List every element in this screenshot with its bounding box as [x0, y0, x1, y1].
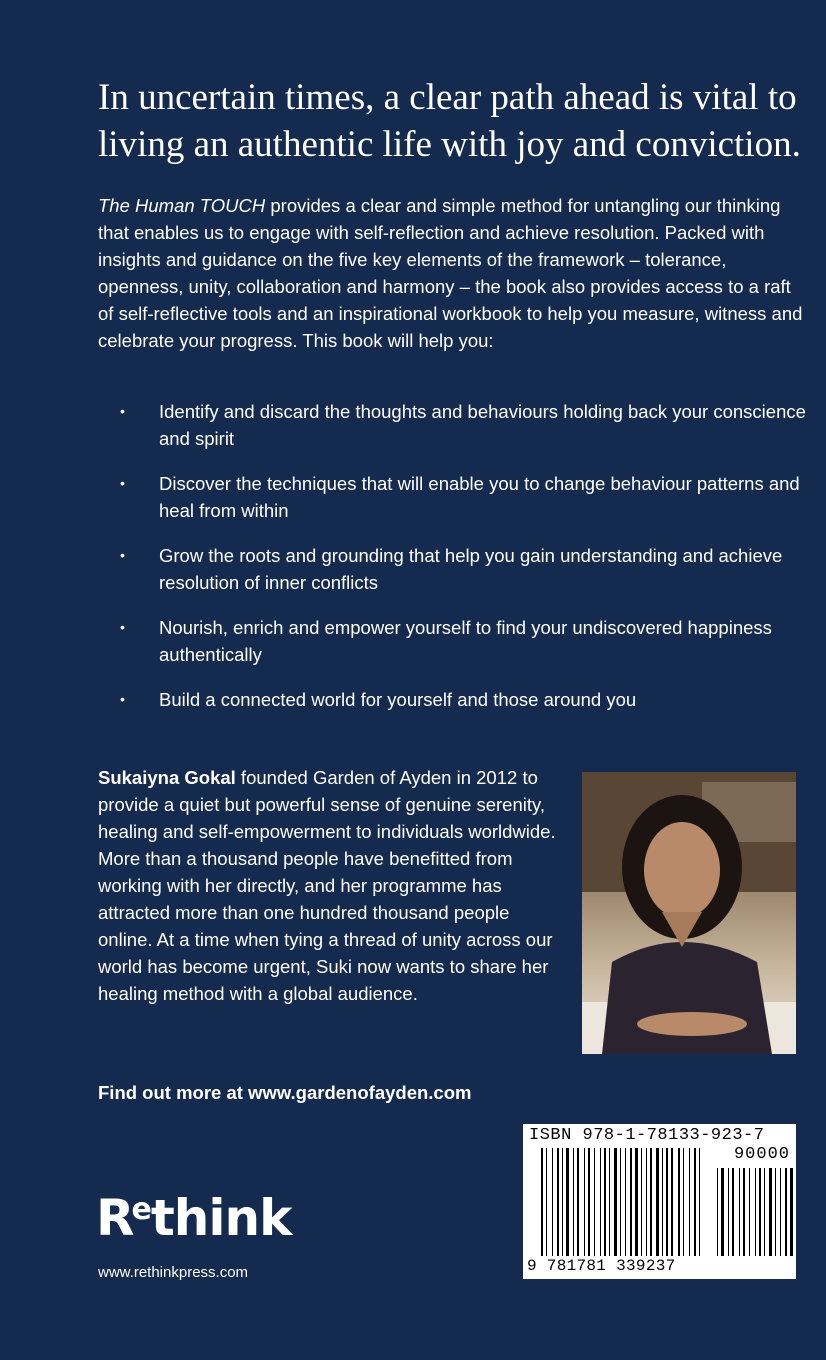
bullet-icon: •: [120, 547, 125, 563]
barcode-bar: [671, 1148, 673, 1256]
addon-bar: [775, 1168, 776, 1256]
author-bio: [98, 764, 566, 1007]
addon-bar: [732, 1168, 734, 1256]
barcode-bar: [630, 1148, 632, 1256]
author-photo: [582, 772, 796, 1054]
barcode-bar: [699, 1148, 700, 1256]
author-portrait-illustration: [582, 772, 796, 1054]
bullet-icon: •: [120, 403, 125, 419]
logo-r: R: [96, 1189, 134, 1247]
addon-bar: [764, 1168, 765, 1256]
barcode-bar: [650, 1148, 652, 1256]
list-item: [98, 542, 810, 596]
addon-bar: [728, 1168, 729, 1256]
barcode-bar: [588, 1148, 590, 1256]
list-item-text: Nourish, enrich and empower yourself to find your undiscovered happiness authentically: [159, 617, 772, 665]
addon-bar: [755, 1168, 756, 1256]
barcode-bar: [614, 1148, 617, 1256]
bullet-icon: •: [120, 691, 125, 707]
barcode-bar: [594, 1148, 595, 1256]
barcode-bar: [694, 1148, 696, 1256]
addon-bar: [769, 1168, 772, 1256]
publisher-website: www.rethinkpress.com: [98, 1264, 249, 1281]
book-title: The Human TOUCH: [98, 195, 266, 216]
list-item: [98, 398, 810, 452]
author-name: Sukaiyna Gokal: [98, 767, 236, 788]
barcode-bar: [609, 1148, 610, 1256]
addon-bar: [717, 1168, 718, 1256]
list-item-text: Build a connected world for yourself and those around you: [159, 689, 637, 710]
intro-paragraph: [98, 192, 810, 354]
barcode-bar: [604, 1148, 606, 1256]
barcode-bars: [523, 1124, 796, 1279]
barcode-bar: [562, 1148, 563, 1256]
bullet-icon: •: [120, 619, 125, 635]
addon-bar: [743, 1168, 745, 1256]
barcode-bar: [656, 1148, 659, 1256]
barcode-bar: [635, 1148, 638, 1256]
addon-bar: [785, 1168, 787, 1256]
bullet-icon: •: [120, 475, 125, 491]
logo-e: e: [131, 1192, 151, 1227]
barcode-bar: [577, 1148, 579, 1256]
list-item: [98, 686, 810, 713]
isbn-label: ISBN 978-1-78133-923-7: [529, 1126, 765, 1145]
barcode-bar: [689, 1148, 690, 1256]
barcode-bar: [546, 1148, 547, 1256]
addon-bar: [721, 1168, 724, 1256]
barcode-bar: [625, 1148, 626, 1256]
barcode-bar: [552, 1148, 553, 1256]
barcode-digits: 9 781781 339237: [527, 1257, 676, 1275]
find-out-more: Find out more at www.gardenofayden.com: [98, 1082, 472, 1103]
barcode-bar: [678, 1148, 680, 1256]
barcode-bar: [666, 1148, 668, 1256]
list-item: [98, 470, 810, 524]
barcode-bar: [566, 1148, 569, 1256]
barcode-bar: [541, 1148, 543, 1256]
list-item: [98, 614, 810, 668]
addon-bar: [739, 1168, 740, 1256]
addon-bar: [749, 1168, 750, 1256]
barcode-bar: [557, 1148, 559, 1256]
barcode-bar: [683, 1148, 684, 1256]
benefit-list: [98, 398, 810, 731]
barcode-bar: [641, 1148, 642, 1256]
barcode-bar: [620, 1148, 621, 1256]
author-bio-text: founded Garden of Ayden in 2012 to provide a quiet but powerful sense of genuine serenity, healing and self-empowerment to individuals worldwide. More than a thousand people have benefitted from working with her directly, and her programme has attracted more than one hundred thousand people online. At a time when tying a thread of unity across our world has become urgent, Suki now wants to share her healing method with a global audience.: [98, 767, 556, 1004]
isbn-barcode: [523, 1124, 796, 1279]
publisher-logo: [96, 1190, 291, 1254]
addon-bar: [780, 1168, 781, 1256]
intro-text: provides a clear and simple method for untangling our thinking that enables us to engage with self-reflection and achieve resolution. Packed with insights and guidance on the five key elements of the framework – tolerance, openness, unity, collaboration and harmony – the book also provides access to a raft of self-reflective tools and an inspirational workbook to help you measure, witness and celebrate your progress. This book will help you:: [98, 195, 803, 351]
list-item-text: Discover the techniques that will enable you to change behaviour patterns and heal from within: [159, 473, 800, 521]
logo-rest: think: [150, 1189, 292, 1247]
barcode-bar: [646, 1148, 647, 1256]
barcode-bar: [584, 1148, 585, 1256]
headline: In uncertain times, a clear path ahead is vital to living an authentic life with joy and conviction.: [98, 77, 801, 165]
list-item-text: Grow the roots and grounding that help you gain understanding and achieve resolution of inner conflicts: [159, 545, 783, 593]
barcode-bar: [600, 1148, 601, 1256]
addon-bar: [759, 1168, 761, 1256]
addon-number: 90000: [733, 1145, 790, 1164]
barcode-bar: [573, 1148, 574, 1256]
barcode-bar: [662, 1148, 663, 1256]
addon-bar: [790, 1168, 793, 1256]
list-item-text: Identify and discard the thoughts and behaviours holding back your conscience and spirit: [159, 401, 806, 449]
